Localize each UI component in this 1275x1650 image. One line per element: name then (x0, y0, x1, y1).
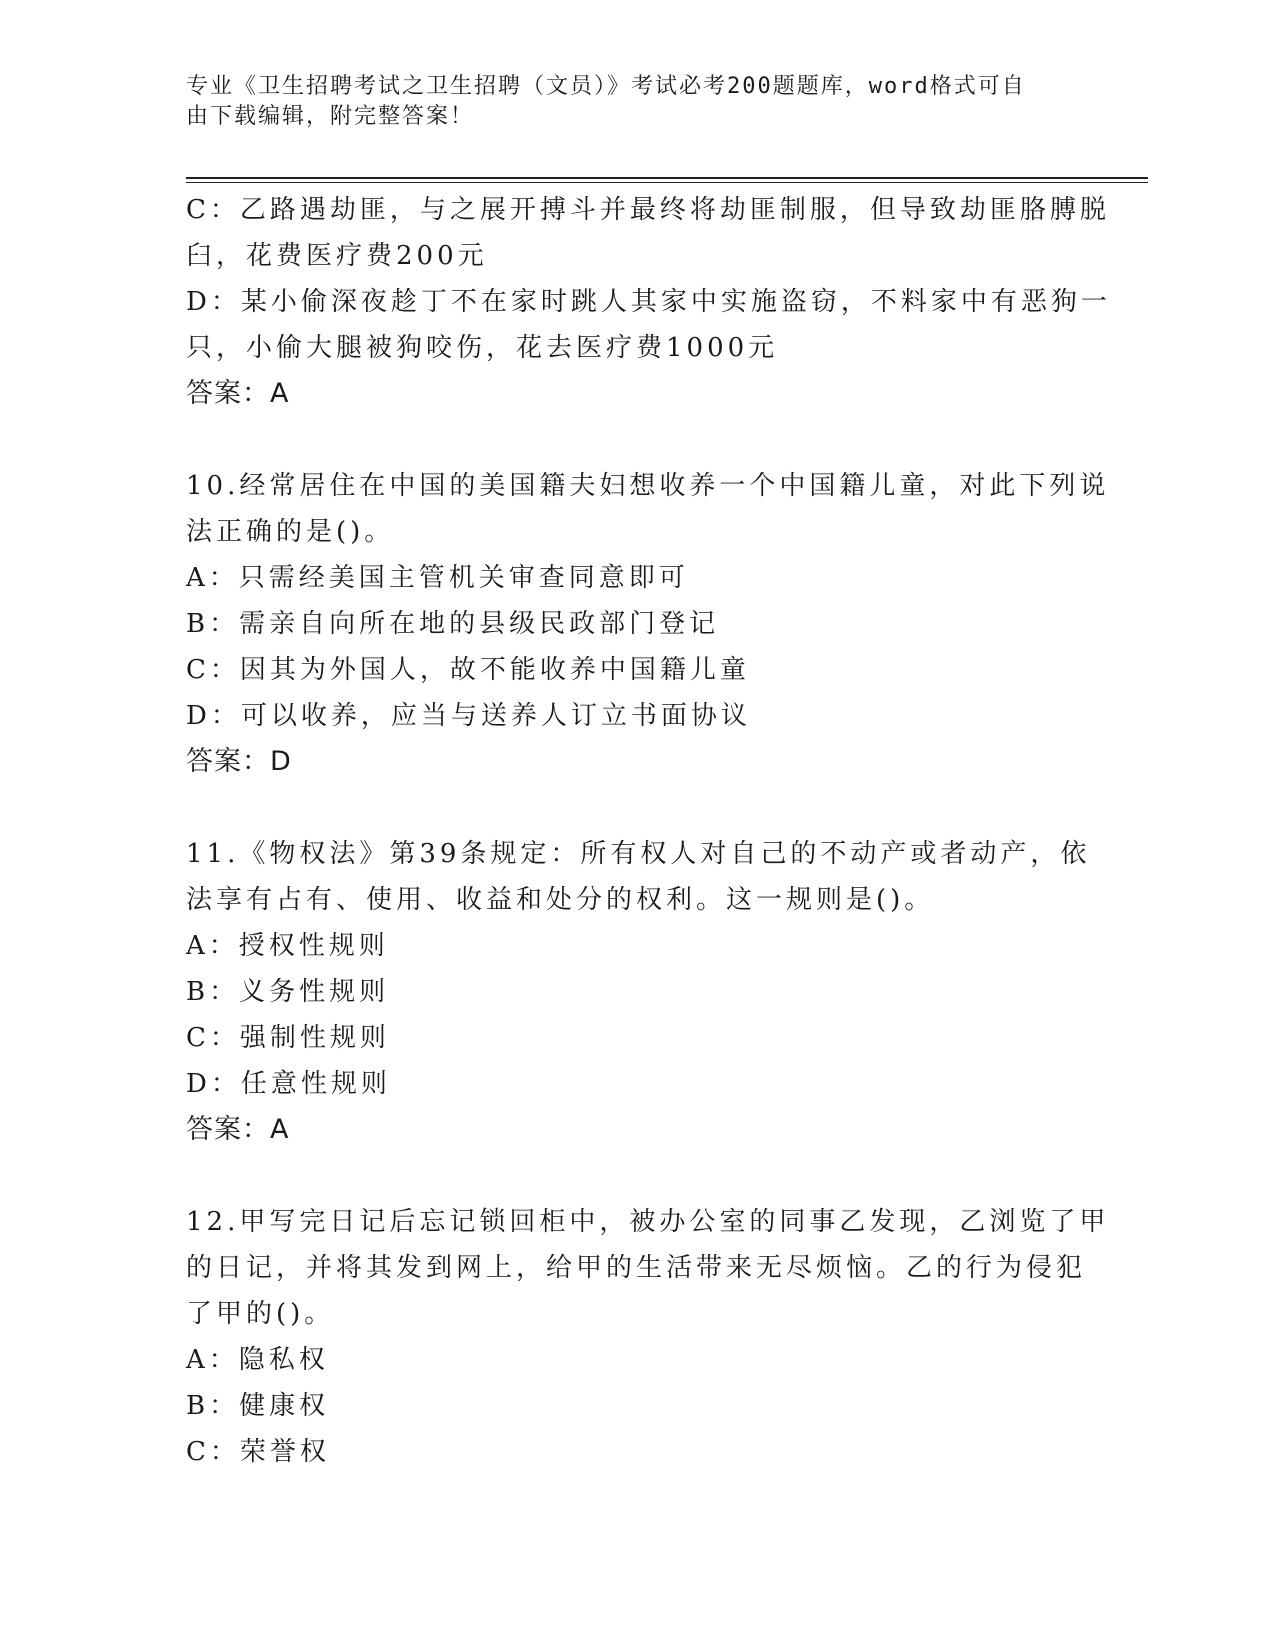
option-d: D：可以收养，应当与送养人订立书面协议 (186, 701, 751, 731)
question-stem-line: 12.甲写完日记后忘记锁回柜中，被办公室的同事乙发现，乙浏览了甲 (186, 1207, 1110, 1237)
spacer (186, 1153, 1086, 1199)
question-stem-line: 10.经常居住在中国的美国籍夫妇想收养一个中国籍儿童，对此下列说 (186, 471, 1110, 501)
header-divider-thin (186, 182, 1148, 183)
option-c: C：强制性规则 (186, 1023, 390, 1053)
option-c-line-2: 臼，花费医疗费200元 (186, 241, 488, 271)
question-stem-line: 的日记，并将其发到网上，给甲的生活带来无尽烦恼。乙的行为侵犯 (186, 1253, 1087, 1283)
document-header (186, 72, 1066, 132)
option-d-line-1: D：某小偷深夜趁丁不在家时跳人其家中实施盗窃，不料家中有恶狗一 (186, 287, 1111, 317)
answer-line: 答案：A (186, 1114, 290, 1145)
question-block-11 (186, 831, 1091, 1153)
question-stem-line: 法正确的是()。 (186, 517, 395, 547)
option-d: D：任意性规则 (186, 1069, 391, 1099)
question-stem-line: 法享有占有、使用、收益和处分的权利。这一规则是()。 (186, 885, 935, 915)
header-line-2: 由下载编辑，附完整答案！ (186, 104, 475, 129)
answer-line: 答案：A (186, 378, 290, 409)
answer-line: 答案：D (186, 746, 292, 777)
question-block-10 (186, 463, 1110, 785)
option-c: C：荣誉权 (186, 1437, 330, 1467)
option-d-line-2: 只，小偷大腿被狗咬伤，花去医疗费1000元 (186, 333, 779, 363)
spacer (186, 785, 1086, 831)
option-a: A：授权性规则 (186, 931, 389, 961)
header-divider-thick (186, 177, 1148, 179)
option-b: B：健康权 (186, 1391, 330, 1421)
question-stem-line: 了甲的()。 (186, 1299, 335, 1329)
spacer (186, 417, 1086, 463)
document-body (186, 187, 1111, 1475)
question-block-9 (186, 187, 1111, 417)
option-a: A：只需经美国主管机关审查同意即可 (186, 563, 689, 593)
question-stem-line: 11.《物权法》第39条规定：所有权人对自己的不动产或者动产，依 (186, 839, 1091, 869)
option-c-line-1: C：乙路遇劫匪，与之展开搏斗并最终将劫匪制服，但导致劫匪胳膊脱 (186, 195, 1110, 225)
question-block-12 (186, 1199, 1110, 1475)
option-c: C：因其为外国人，故不能收养中国籍儿童 (186, 655, 750, 685)
option-a: A：隐私权 (186, 1345, 329, 1375)
header-line-1: 专业《卫生招聘考试之卫生招聘（文员）》考试必考200题题库，word格式可自 (186, 74, 1026, 99)
option-b: B：需亲自向所在地的县级民政部门登记 (186, 609, 720, 639)
option-b: B：义务性规则 (186, 977, 390, 1007)
